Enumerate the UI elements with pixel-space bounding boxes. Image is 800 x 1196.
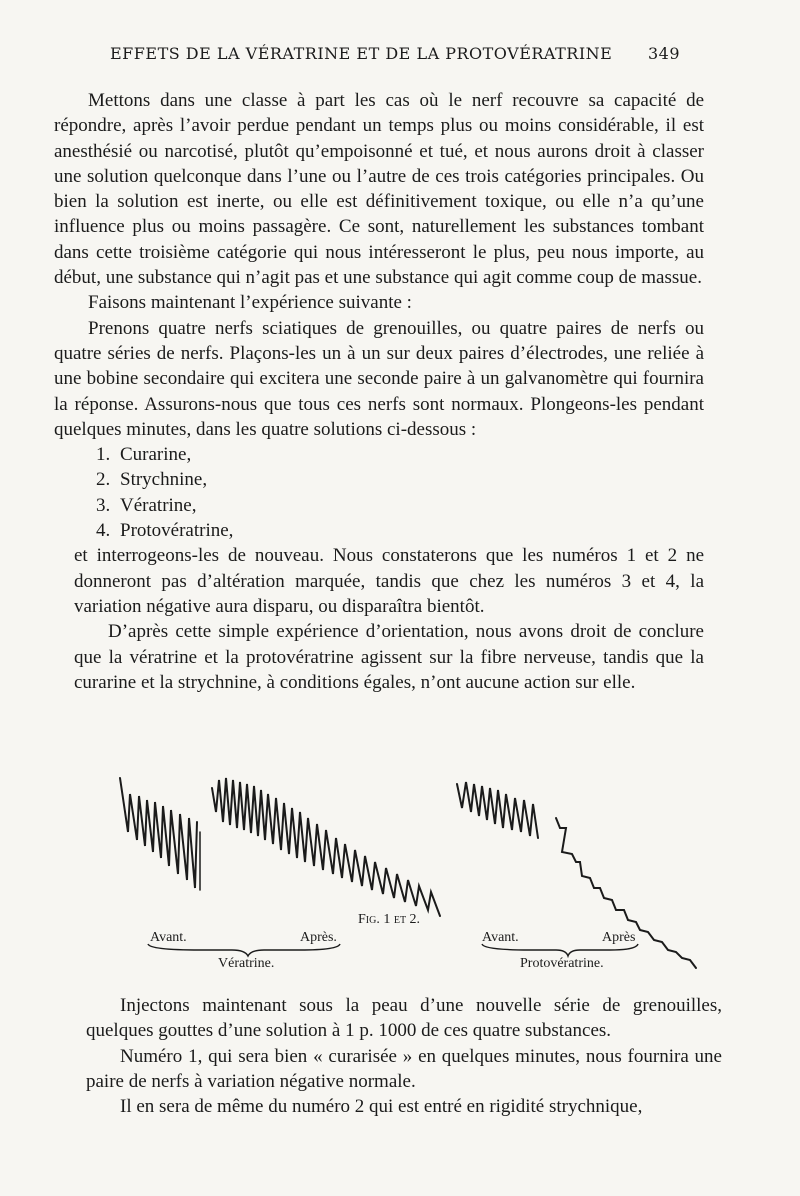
paragraph: Faisons maintenant l’expérience suivante : [88, 292, 412, 314]
text-block-bottom [86, 993, 722, 1119]
list-text: Curarine, [120, 444, 192, 466]
paragraph: Mettons dans une classe à part les cas où le nerf recouvre sa capacité de répondre, après l’avoir perdue pendant un temps plus ou moins considérable, il est anesthésié ou narcotisé, plutôt qu’empoisonné et tué, et nous aurons droit à classer une solution quelconque dans l’une ou l’autre de ces trois catégories principales. Ou bien la solution est inerte, ou elle est définitivement toxique, ou elle n’a qu’une influence plus ou moins passagère. Ce sont, naturellement les substances tombant dans cette troisième catégorie qui nous intéresseront le plus, peu nous importe, au début, une substance qui n’agit pas et une substance qui agit comme coup de massue. [54, 90, 704, 289]
page-number: 349 [647, 44, 680, 63]
label-after-left: Après. [300, 930, 337, 945]
list-item [54, 467, 704, 492]
paragraph: Numéro 1, qui sera bien « curarisée » en quelques minutes, nous fournira une paire de nerfs à variation négative normale. [86, 1045, 722, 1092]
text-block-top [54, 88, 704, 695]
list-number: 2. [96, 469, 111, 491]
substance-list [54, 442, 704, 543]
list-item [54, 518, 704, 543]
paragraph: Prenons quatre nerfs sciatiques de grenouilles, ou quatre paires de nerfs ou quatre séries de nerfs. Plaçons-les un à un sur deux paires d’électrodes, une reliée à une bobine secondaire qui excitera une seconde paire à un galvanomètre qui fournira la réponse. Assurons-nous que tous ces nerfs sont normaux. Plongeons-les pendant quelques minutes, dans les quatre solutions ci-dessous : [54, 317, 704, 440]
paragraph: Il en sera de même du numéro 2 qui est entré en rigidité strychnique, [120, 1096, 643, 1118]
list-number: 4. [96, 520, 111, 542]
label-after-right: Après [602, 930, 636, 945]
label-before-left: Avant. [150, 930, 187, 945]
list-number: 3. [96, 494, 111, 516]
list-item [54, 442, 704, 467]
paragraph: Injectons maintenant sous la peau d’une nouvelle série de grenouilles, quelques gouttes d’une solution à 1 p. 1000 de ces quatre substances. [86, 995, 722, 1042]
figure-1-2 [0, 770, 800, 980]
label-veratrine: Vératrine. [218, 956, 275, 971]
trace-veratrine-after [212, 778, 440, 916]
galvanometer-traces [0, 770, 800, 980]
figure-caption: Fig. 1 et 2. [358, 912, 421, 927]
trace-veratrine-before [120, 778, 197, 888]
trace-protoveratrine-before [457, 782, 538, 838]
list-item [54, 493, 704, 518]
paragraph: et interrogeons-les de nouveau. Nous constaterons que les numéros 1 et 2 ne donneront pas d’altération marquée, tandis que chez les numéros 3 et 4, la variation négative aura disparu, ou disparaîtra bientôt. [74, 545, 704, 617]
list-text: Strychnine, [120, 469, 208, 491]
list-number: 1. [96, 444, 111, 466]
label-protoveratrine: Protovératrine. [520, 956, 604, 971]
running-title: EFFETS DE LA VÉRATRINE ET DE LA PROTOVÉRATRINE [110, 44, 613, 63]
paragraph: D’après cette simple expérience d’orientation, nous avons droit de conclure que la vératrine et la protovératrine agissent sur la fibre nerveuse, tandis que la curarine et la strychnine, à conditions égales, n’ont aucune action sur elle. [74, 621, 704, 693]
list-text: Protovératrine, [120, 520, 234, 542]
label-before-right: Avant. [482, 930, 519, 945]
list-text: Vératrine, [120, 494, 197, 516]
